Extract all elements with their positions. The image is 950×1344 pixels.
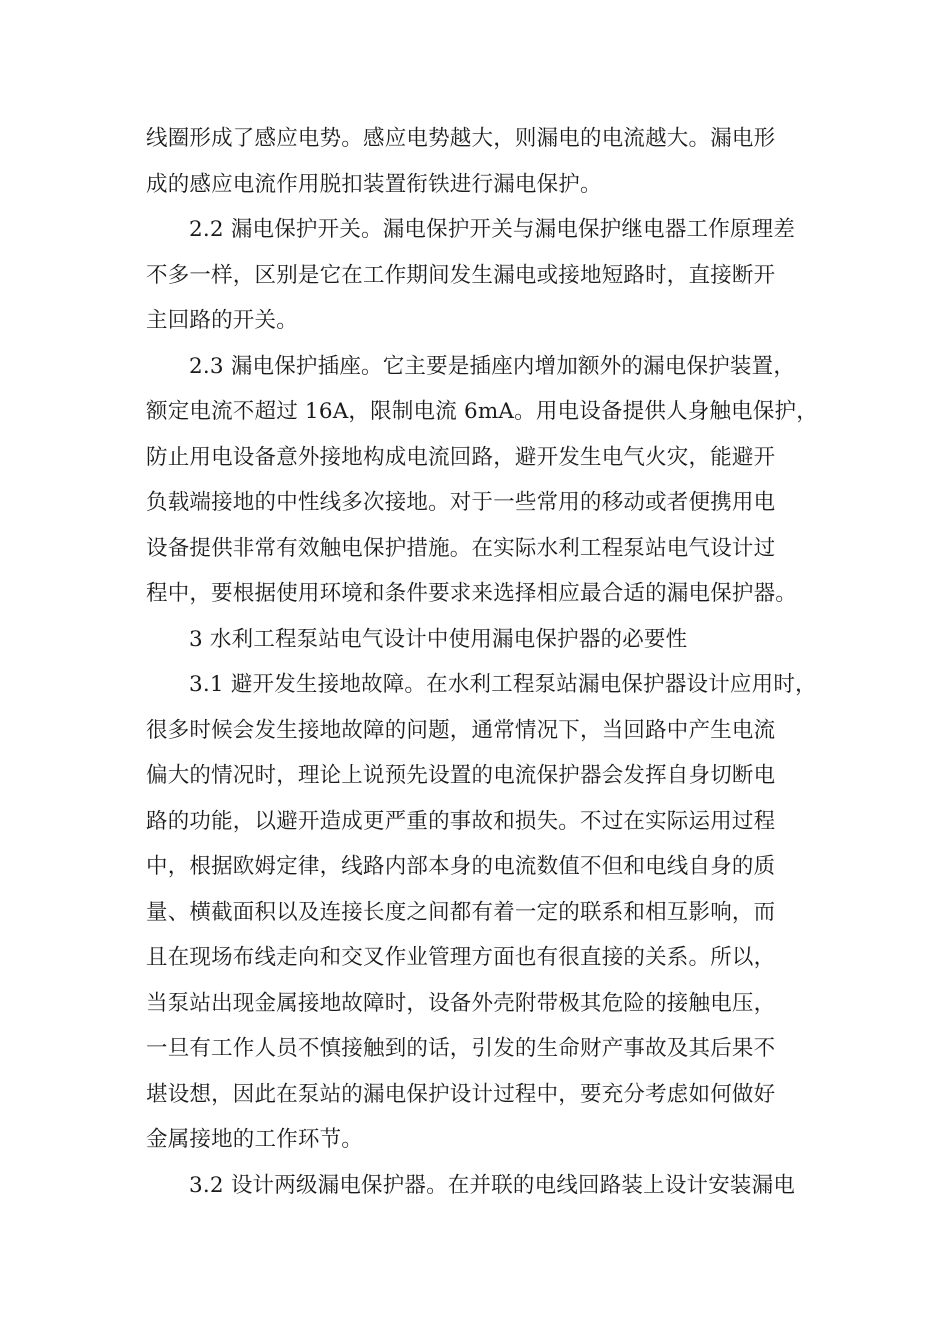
paragraph-start-line: 2.2 漏电保护开关。漏电保护开关与漏电保护继电器工作原理差 bbox=[189, 217, 796, 242]
text-line: 线圈形成了感应电势。感应电势越大，则漏电的电流越大。漏电形 bbox=[146, 126, 776, 151]
section-heading: 3 水利工程泵站电气设计中使用漏电保护器的必要性 bbox=[189, 626, 688, 652]
text-line: 额定电流不超过 16A，限制电流 6mA。用电设备提供人身触电保护， bbox=[146, 399, 818, 424]
paragraph-start-line: 2.3 漏电保护插座。它主要是插座内增加额外的漏电保护装置， bbox=[189, 353, 796, 379]
text-line: 堪设想，因此在泵站的漏电保护设计过程中，要充分考虑如何做好 bbox=[146, 1081, 776, 1107]
text-line: 防止用电设备意外接地构成电流回路，避开发生电气火灾，能避开 bbox=[146, 444, 776, 470]
paragraph-start-line: 3.2 设计两级漏电保护器。在并联的电线回路装上设计安装漏电 bbox=[189, 1172, 796, 1198]
text-line: 偏大的情况时，理论上说预先设置的电流保护器会发挥自身切断电 bbox=[146, 763, 776, 788]
text-line: 主回路的开关。 bbox=[146, 308, 298, 333]
text-line: 金属接地的工作环节。 bbox=[146, 1127, 364, 1152]
text-line: 成的感应电流作用脱扣装置衔铁进行漏电保护。 bbox=[146, 171, 602, 197]
text-line: 路的功能，以避开造成更严重的事故和损失。不过在实际运用过程 bbox=[146, 808, 776, 834]
text-line: 程中，要根据使用环境和条件要求来选择相应最合适的漏电保护器。 bbox=[146, 581, 798, 606]
text-line: 且在现场布线走向和交叉作业管理方面也有很直接的关系。所以， bbox=[146, 945, 776, 970]
text-line: 量、横截面积以及连接长度之间都有着一定的联系和相互影响，而 bbox=[146, 899, 776, 925]
text-line: 负载端接地的中性线多次接地。对于一些常用的移动或者便携用电 bbox=[146, 490, 776, 515]
paragraph-start-line: 3.1 避开发生接地故障。在水利工程泵站漏电保护器设计应用时， bbox=[189, 672, 817, 697]
text-line: 不多一样，区别是它在工作期间发生漏电或接地短路时，直接断开 bbox=[146, 262, 776, 288]
text-line: 设备提供非常有效触电保护措施。在实际水利工程泵站电气设计过 bbox=[146, 535, 776, 561]
text-line: 一旦有工作人员不慎接触到的话，引发的生命财产事故及其后果不 bbox=[146, 1036, 776, 1061]
text-line: 很多时候会发生接地故障的问题，通常情况下，当回路中产生电流 bbox=[146, 717, 776, 743]
text-line: 中，根据欧姆定律，线路内部本身的电流数值不但和电线自身的质 bbox=[146, 854, 776, 879]
body-text bbox=[146, 116, 818, 1208]
text-line: 当泵站出现金属接地故障时，设备外壳附带极其危险的接触电压， bbox=[146, 990, 776, 1016]
